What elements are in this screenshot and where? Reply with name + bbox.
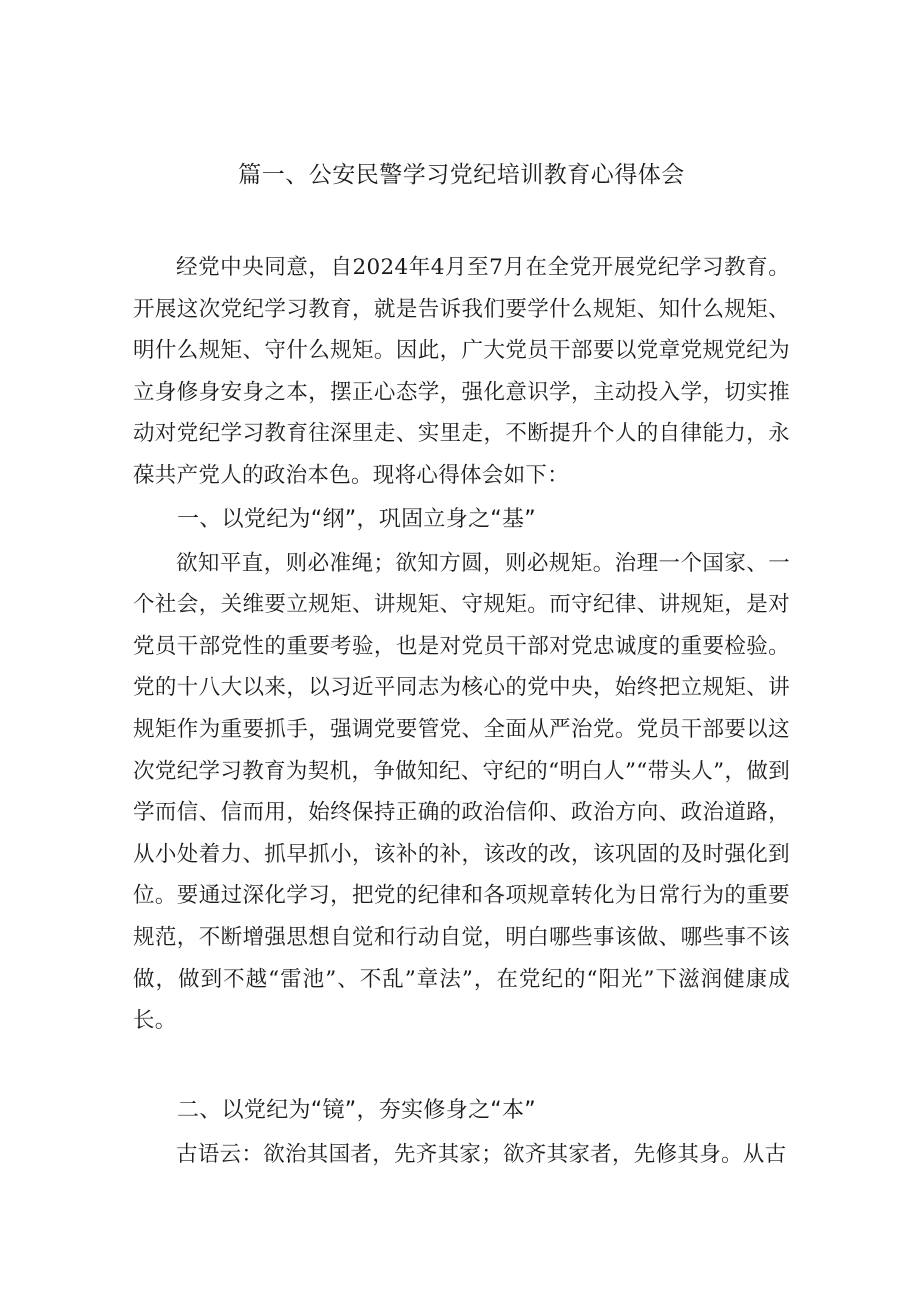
section-body-1: 欲知平直，则必准绳；欲知方圆，则必规矩。治理一个国家、一个社会，关维要立规矩、讲规矩、守规矩。而守纪律、讲规矩，是对党员干部党性的重要考验，也是对党员干部对党忠诚度的重要检验。党的十八大以来，以习近平同志为核心的党中央，始终把立规矩、讲规矩作为重要抓手，强调党要管党、全面从严治党。党员干部要以这次党纪学习教育为契机，争做知纪、守纪的“明白人”“带头人”，做到学而信、信而用，始终保持正确的政治信仰、政治方向、政治道路，从小处着力、抓早抓小，该补的补，该改的改，该巩固的及时强化到位。要通过深化学习，把党的纪律和各项规章转化为日常行为的重要规范，不断增强思想自觉和行动自觉，明白哪些事该做、哪些事不该做，做到不越“雷池”、不乱”章法”，在党纪的“阳光”下滋润健康成长。 [133,550,790,1034]
section-body-2: 古语云：欲治其国者，先齐其家；欲齐其家者，先修其身。从古 [176,1141,787,1167]
intro-paragraph: 经党中央同意，自2024年4月至7月在全党开展党纪学习教育。开展这次党纪学习教育，就是告诉我们要学什么规矩、知什么规矩、明什么规矩、守什么规矩。因此，广大党员干部要以党章党规党纪为立身修身安身之本，摆正心态学，强化意识学，主动投入学，切实推动对党纪学习教育往深里走、实里走，不断提升个人的自律能力，永葆共产党人的政治本色。现将心得体会如下： [133,255,790,488]
document-title: 篇一、公安民警学习党纪培训教育心得体会 [238,162,685,188]
section-heading-2: 二、以党纪为“镜”，夯实修身之“本” [177,1097,536,1123]
section-heading-1: 一、以党纪为“纲”，巩固立身之“基” [177,506,536,532]
